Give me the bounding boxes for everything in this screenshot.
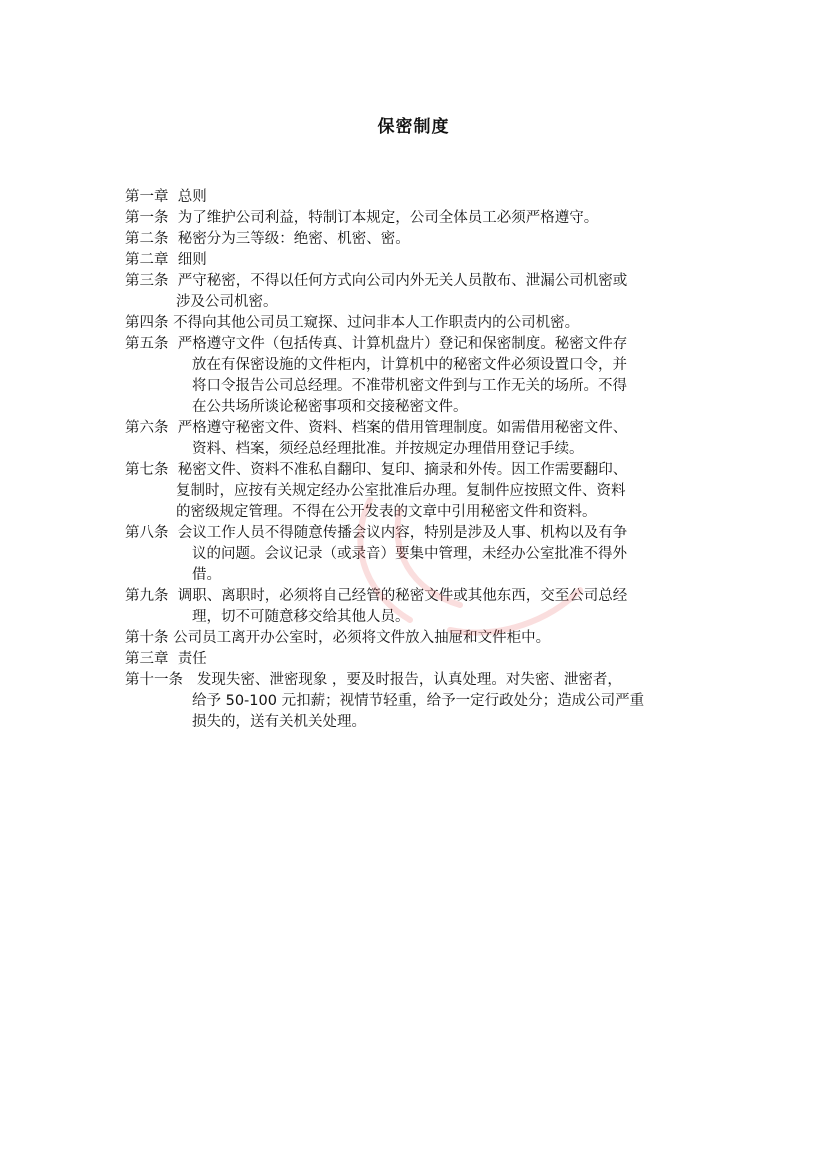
article-continuation — [125, 565, 710, 586]
chapter-heading — [125, 250, 710, 271]
article-line — [125, 208, 710, 229]
chapter-title: 责任 — [177, 651, 207, 667]
article-text: 复制时，应按有关规定经办公室批准后办理。复制件应按照文件、资料 — [176, 483, 626, 499]
article-label: 第一条 — [125, 210, 169, 226]
article-line — [125, 271, 710, 292]
article-text: 议的问题。会议记录（或录音）要集中管理，未经办公室批准不得外 — [192, 546, 627, 562]
article-continuation — [125, 376, 710, 397]
document-title: 保密制度 — [377, 117, 450, 137]
article-continuation — [125, 607, 710, 628]
article-line — [125, 229, 710, 250]
article-text: 不得向其他公司员工窥探、过问非本人工作职责内的公司机密。 — [173, 315, 580, 331]
chapter-heading — [125, 187, 710, 208]
article-continuation — [125, 544, 710, 565]
article-label: 第二条 — [125, 231, 169, 247]
article-text: 会议工作人员不得随意传播会议内容，特别是涉及人事、机构以及有争 — [177, 525, 628, 541]
article-line — [125, 670, 710, 691]
article-line — [125, 313, 710, 334]
article-line — [125, 334, 710, 355]
chapter-label: 第三章 — [125, 651, 169, 667]
article-text: 放在有保密设施的文件柜内，计算机中的秘密文件必须设置口令，并 — [192, 357, 627, 373]
article-text: 借。 — [192, 567, 221, 583]
article-text: 公司员工离开办公室时，必须将文件放入抽屉和文件柜中。 — [173, 630, 551, 646]
article-label: 第五条 — [125, 336, 169, 352]
article-continuation — [125, 712, 710, 733]
article-label: 第七条 — [125, 462, 169, 478]
article-label: 第四条 — [125, 315, 169, 331]
article-text: 理，切不可随意移交给其他人员。 — [192, 609, 410, 625]
article-text: 为了维护公司利益，特制订本规定，公司全体员工必须严格遵守。 — [177, 210, 599, 226]
article-text: 秘密分为三等级：绝密、机密、密。 — [177, 231, 410, 247]
article-continuation — [125, 397, 710, 418]
article-text: 秘密文件、资料不准私自翻印、复印、摘录和外传。因工作需要翻印、 — [177, 462, 628, 478]
article-continuation — [125, 355, 710, 376]
article-line — [125, 586, 710, 607]
article-text: 将口令报告公司总经理。不准带机密文件到与工作无关的场所。不得 — [192, 378, 627, 394]
chapter-label: 第一章 — [125, 189, 169, 205]
article-text: 的密级规定管理。不得在公开发表的文章中引用秘密文件和资料。 — [176, 504, 597, 520]
article-continuation — [125, 502, 710, 523]
article-continuation — [125, 481, 710, 502]
article-text: 严格遵守秘密文件、资料、档案的借用管理制度。如需借用秘密文件、 — [177, 420, 628, 436]
article-line — [125, 460, 710, 481]
article-label: 第六条 — [125, 420, 169, 436]
chapter-label: 第二章 — [125, 252, 169, 268]
article-continuation — [125, 691, 710, 712]
article-text: 损失的，送有关机关处理。 — [192, 714, 366, 730]
article-text: 严格遵守文件（包括传真、计算机盘片）登记和保密制度。秘密文件存 — [177, 336, 628, 352]
article-label: 第九条 — [125, 588, 169, 604]
article-text: 涉及公司机密。 — [176, 294, 278, 310]
article-label: 第八条 — [125, 525, 169, 541]
article-text: 在公共场所谈论秘密事项和交接秘密文件。 — [192, 399, 468, 415]
chapter-title: 细则 — [177, 252, 207, 268]
article-line — [125, 523, 710, 544]
article-continuation — [125, 292, 710, 313]
article-line — [125, 628, 710, 649]
article-continuation — [125, 439, 710, 460]
article-line — [125, 418, 710, 439]
article-label: 第十一条 — [125, 672, 183, 688]
article-text: 发现失密、泄密现象 ，要及时报告，认真处理。对失密、泄密者， — [196, 672, 622, 688]
article-text: 严守秘密，不得以任何方式向公司内外无关人员散布、泄漏公司机密或 — [177, 273, 628, 289]
article-text: 调职、离职时，必须将自己经管的秘密文件或其他东西，交至公司总经 — [177, 588, 628, 604]
document-body — [125, 187, 710, 733]
chapter-heading — [125, 649, 710, 670]
chapter-title: 总则 — [177, 189, 207, 205]
article-text: 给予 50-100 元扣薪；视情节轻重，给予一定行政处分；造成公司严重 — [192, 693, 645, 709]
article-label: 第十条 — [125, 630, 169, 646]
article-text: 资料、档案，须经总经理批准。并按规定办理借用登记手续。 — [192, 441, 584, 457]
article-label: 第三条 — [125, 273, 169, 289]
